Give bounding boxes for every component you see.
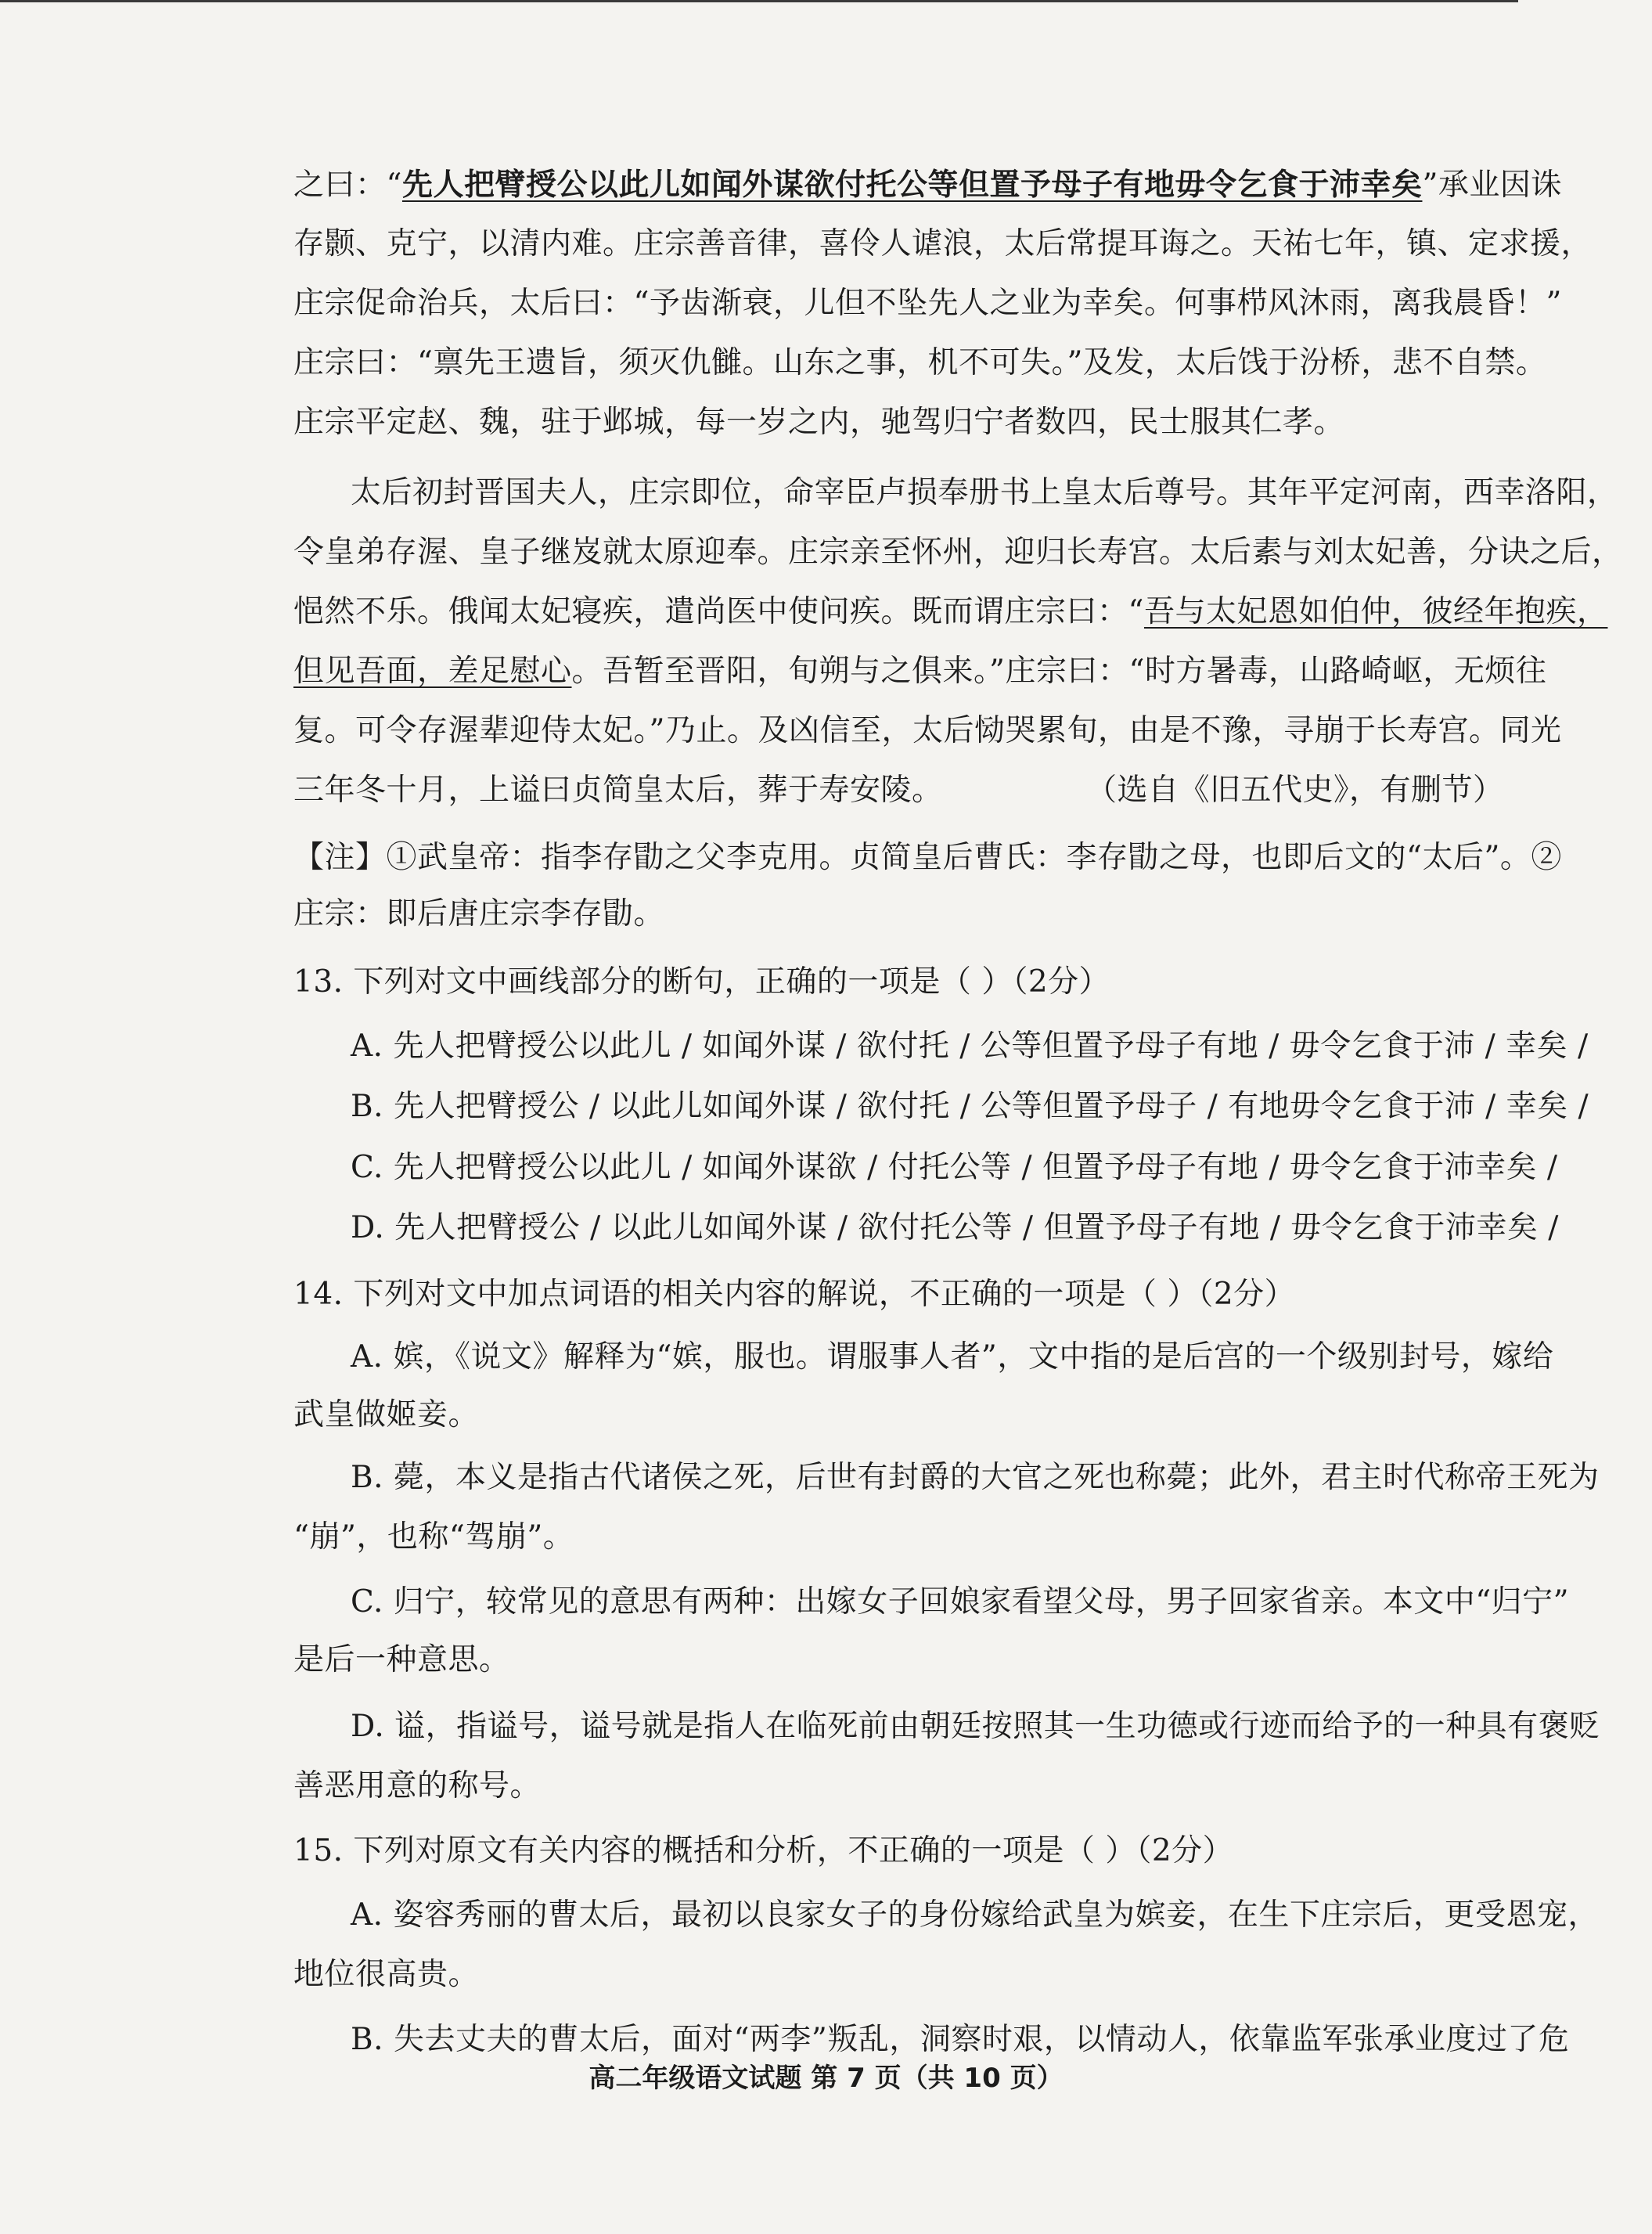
answer-option: A. 嫔，《说文》解释为“嫔，服也。谓服事人者”，文中指的是后宫的一个级别封号，嫁给 — [351, 1339, 1554, 1375]
underlined-sentence: 吾与太妃恩如伯仲，彼经年抱疾， — [1143, 594, 1608, 629]
question-stem: 14. 下列对文中加点词语的相关内容的解说，不正确的一项是（ ）（2分） — [293, 1277, 1296, 1312]
text-segment: 悒然不乐。俄闻太妃寝疾，遣尚医中使问疾。既而谓庄宗曰：“ — [293, 594, 1144, 629]
answer-option-cont: “崩”，也称“驾崩”。 — [293, 1519, 574, 1555]
passage-line: 庄宗曰：“禀先王遗旨，须灭仇雠。山东之事，机不可失。”及发，太后饯于汾桥，悲不自禁。 — [293, 345, 1547, 380]
answer-option-cont: 地位很高贵。 — [293, 1957, 480, 1992]
answer-option: B. 薨，本义是指古代诸侯之死，后世有封爵的大官之死也称薨；此外，君主时代称帝王死为 — [351, 1460, 1600, 1495]
underlined-sentence: 先人把臂授公以此儿如闻外谋欲付托公等但置予母子有地毋令乞食于沛幸矣 — [401, 167, 1423, 203]
passage-line: 令皇弟存渥、皇子继岌就太原迎奉。庄宗亲至怀州，迎归长寿宫。太后素与刘太妃善，分诀之后， — [293, 535, 1623, 570]
passage-line — [293, 589, 1607, 636]
underlined-sentence: 但见吾面，差足慰心 — [293, 654, 572, 689]
text-segment: 三年冬十月，上谥曰贞简皇太后，葬于寿安陵。 — [293, 773, 943, 808]
answer-option: A. 姿容秀丽的曹太后，最初以良家女子的身份嫁给武皇为嫔妾，在生下庄宗后，更受恩宠， — [351, 1897, 1599, 1933]
text-segment: 之曰：“ — [293, 168, 402, 203]
passage-line — [293, 767, 943, 814]
passage-line — [293, 648, 1546, 695]
passage-line — [293, 161, 1562, 209]
passage-line: 庄宗平定赵、魏，驻于邺城，每一岁之内，驰驾归宁者数四，民士服其仁孝。 — [293, 405, 1345, 440]
passage-line: 复。可令存渥辈迎侍太妃。”乃止。及凶信至，太后恸哭累旬，由是不豫，寻崩于长寿宫。同光 — [293, 713, 1562, 748]
source-citation: （选自《旧五代史》，有删节） — [1086, 773, 1504, 808]
answer-option: D. 先人把臂授公 / 以此儿如闻外谋 / 欲付托公等 / 但置予母子有地 / 毋令乞食于沛幸矣 / — [351, 1210, 1559, 1245]
note-line: 【注】①武皇帝：指李存勖之父李克用。贞简皇后曹氏：李存勖之母，也即后文的“太后”。② — [293, 840, 1562, 875]
answer-option: C. 归宁，较常见的意思有两种：出嫁女子回娘家看望父母，男子回家省亲。本文中“归宁” — [351, 1584, 1570, 1620]
answer-option-cont: 武皇做姬妾。 — [293, 1397, 480, 1432]
answer-option: C. 先人把臂授公以此儿 / 如闻外谋欲 / 付托公等 / 但置予母子有地 / 毋令乞食于沛幸矣 / — [351, 1150, 1558, 1185]
answer-option: B. 先人把臂授公 / 以此儿如闻外谋 / 欲付托 / 公等但置予母子 / 有地毋令乞食于沛 / 幸矣 / — [351, 1089, 1589, 1124]
text-segment: 。吾暂至晋阳，旬朔与之俱来。”庄宗曰：“时方暑毒，山路崎岖，无烦往 — [571, 654, 1547, 689]
answer-option-cont: 善恶用意的称号。 — [293, 1768, 542, 1803]
passage-line: 太后初封晋国夫人，庄宗即位，命宰臣卢损奉册书上皇太后尊号。其年平定河南，西幸洛阳， — [351, 475, 1618, 510]
answer-option-cont: 是后一种意思。 — [293, 1642, 510, 1677]
question-stem: 15. 下列对原文有关内容的概括和分析，不正确的一项是（ ）（2分） — [293, 1833, 1234, 1868]
passage-line: 庄宗促命治兵，太后曰：“予齿渐衰，儿但不坠先人之业为幸矣。何事栉风沐雨，离我晨昏！” — [293, 286, 1562, 321]
answer-option: A. 先人把臂授公以此儿 / 如闻外谋 / 欲付托 / 公等但置予母子有地 / 毋令乞食于沛 / 幸矣 / — [351, 1029, 1589, 1064]
page-footer: 高二年级语文试题 第 7 页（共 10 页） — [588, 2063, 1064, 2094]
note-line: 庄宗：即后唐庄宗李存勖。 — [293, 896, 665, 931]
question-stem: 13. 下列对文中画线部分的断句，正确的一项是（ ）（2分） — [293, 964, 1110, 1000]
answer-option: B. 失去丈夫的曹太后，面对“两李”叛乱，洞察时艰，以情动人，依靠监军张承业度过了危 — [351, 2022, 1570, 2057]
answer-option: D. 谥，指谥号，谥号就是指人在临死前由朝廷按照其一生功德或行迹而给予的一种具有褒贬 — [351, 1709, 1600, 1744]
text-segment: ”承业因诛 — [1422, 168, 1562, 203]
passage-line: 存颢、克宁，以清内难。庄宗善音律，喜伶人谑浪，太后常提耳诲之。天祐七年，镇、定求援， — [293, 226, 1593, 261]
